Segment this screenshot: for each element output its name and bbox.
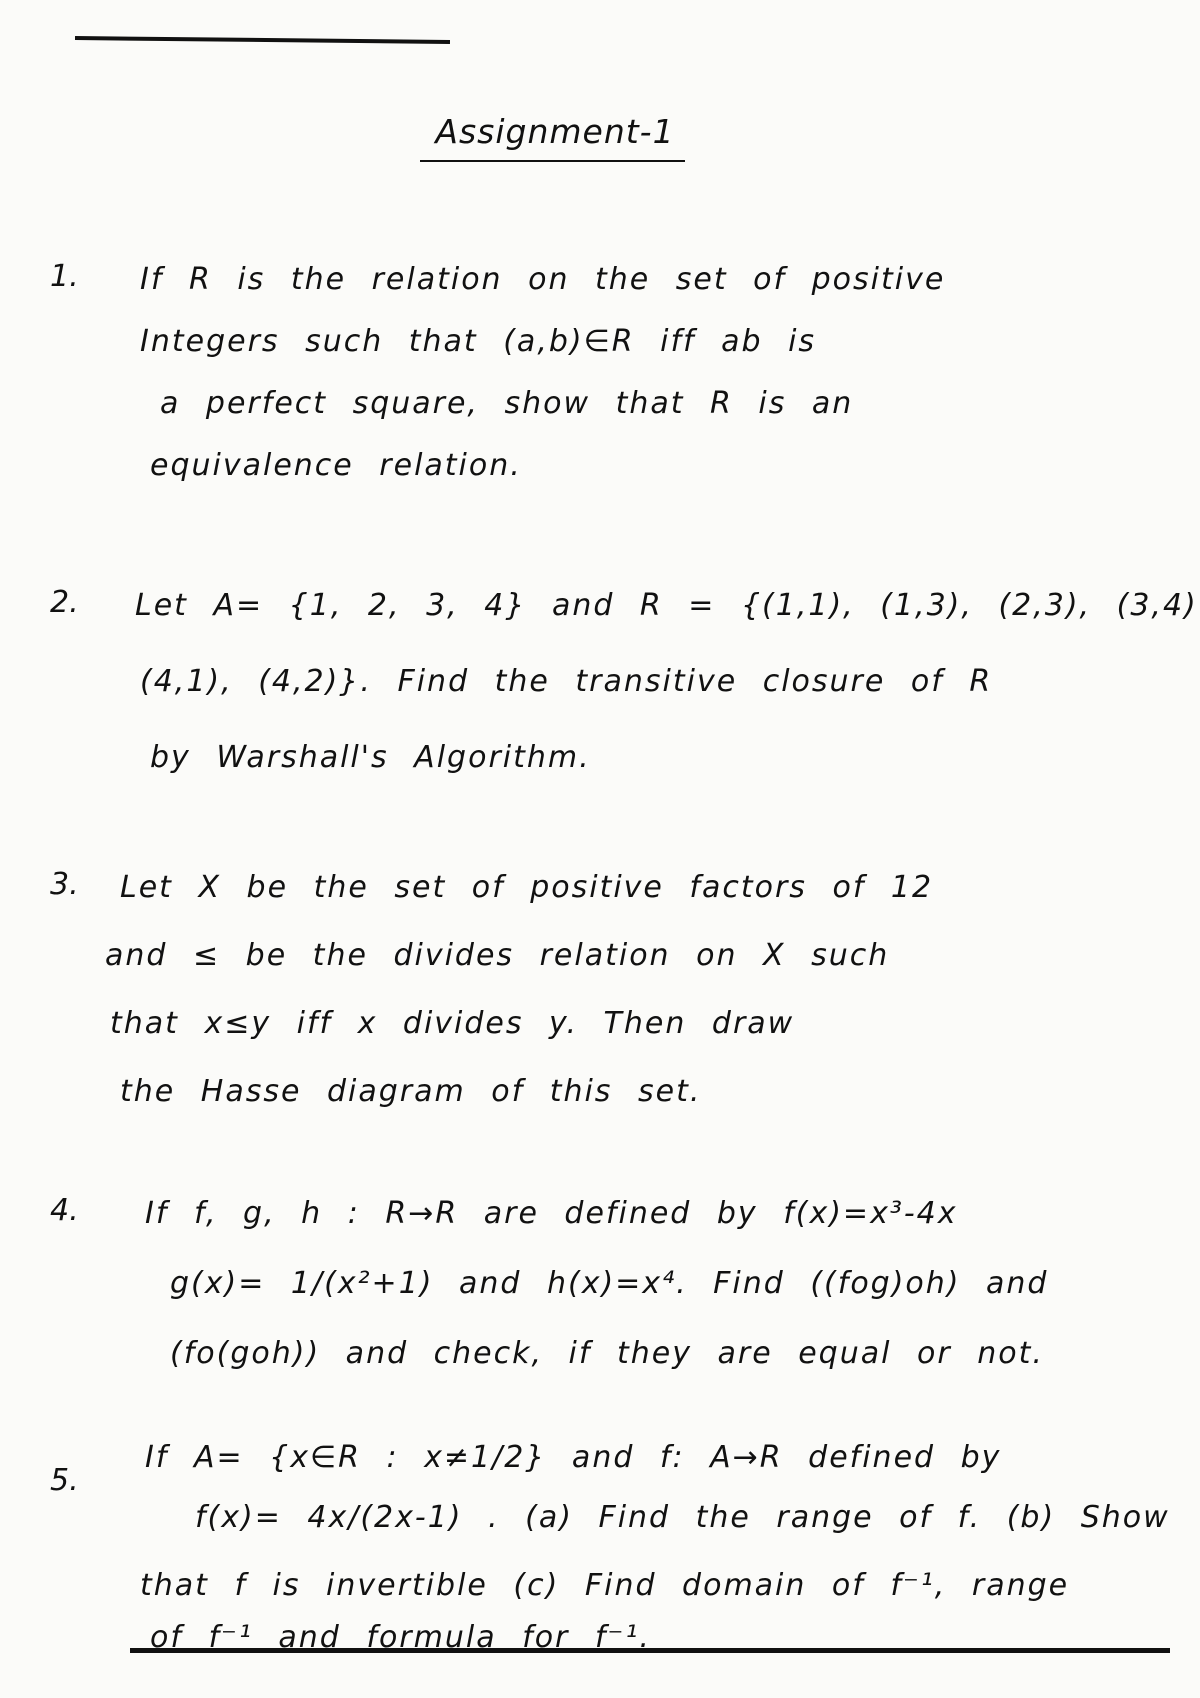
question-line: equivalence relation. — [150, 448, 522, 483]
question-line: (fo(goh)) and check, if they are equal or not. — [170, 1336, 1044, 1371]
question-line: of f⁻¹ and formula for f⁻¹. — [150, 1620, 651, 1655]
question-line: f(x)= 4x/(2x-1) . (a) Find the range of f. (b) Show — [195, 1500, 1170, 1535]
question-line: If f, g, h : R→R are defined by f(x)=x³-4x — [145, 1196, 958, 1231]
question-number: 5. — [50, 1463, 79, 1498]
bottom-rule — [130, 1648, 1170, 1653]
question-number: 4. — [50, 1193, 79, 1228]
question-number: 3. — [50, 867, 79, 902]
question-line: that x≤y iff x divides y. Then draw — [110, 1006, 795, 1041]
question-line: Let X be the set of positive factors of 12 — [120, 870, 934, 905]
question-number: 1. — [50, 259, 79, 294]
question-line: and ≤ be the divides relation on X such — [105, 938, 890, 973]
question-line: (4,1), (4,2)}. Find the transitive closure of R — [140, 664, 993, 699]
title-underline — [420, 160, 685, 162]
page-title: Assignment-1 — [435, 112, 675, 151]
top-rule — [75, 36, 450, 44]
question-line: If A= {x∈R : x≠1/2} and f: A→R defined by — [145, 1440, 1002, 1475]
question-line: Let A= {1, 2, 3, 4} and R = {(1,1), (1,3), (2,3), (3,4) — [135, 588, 1198, 623]
question-number: 2. — [50, 585, 79, 620]
question-line: that f is invertible (c) Find domain of f⁻¹, range — [140, 1568, 1070, 1603]
question-line: g(x)= 1/(x²+1) and h(x)=x⁴. Find ((fog)oh) and — [170, 1266, 1049, 1301]
question-line: If R is the relation on the set of positive — [140, 262, 946, 297]
question-line: Integers such that (a,b)∈R iff ab is — [140, 324, 817, 359]
question-line: a perfect square, show that R is an — [160, 386, 854, 421]
question-line: by Warshall's Algorithm. — [150, 740, 591, 775]
question-line: the Hasse diagram of this set. — [120, 1074, 702, 1109]
